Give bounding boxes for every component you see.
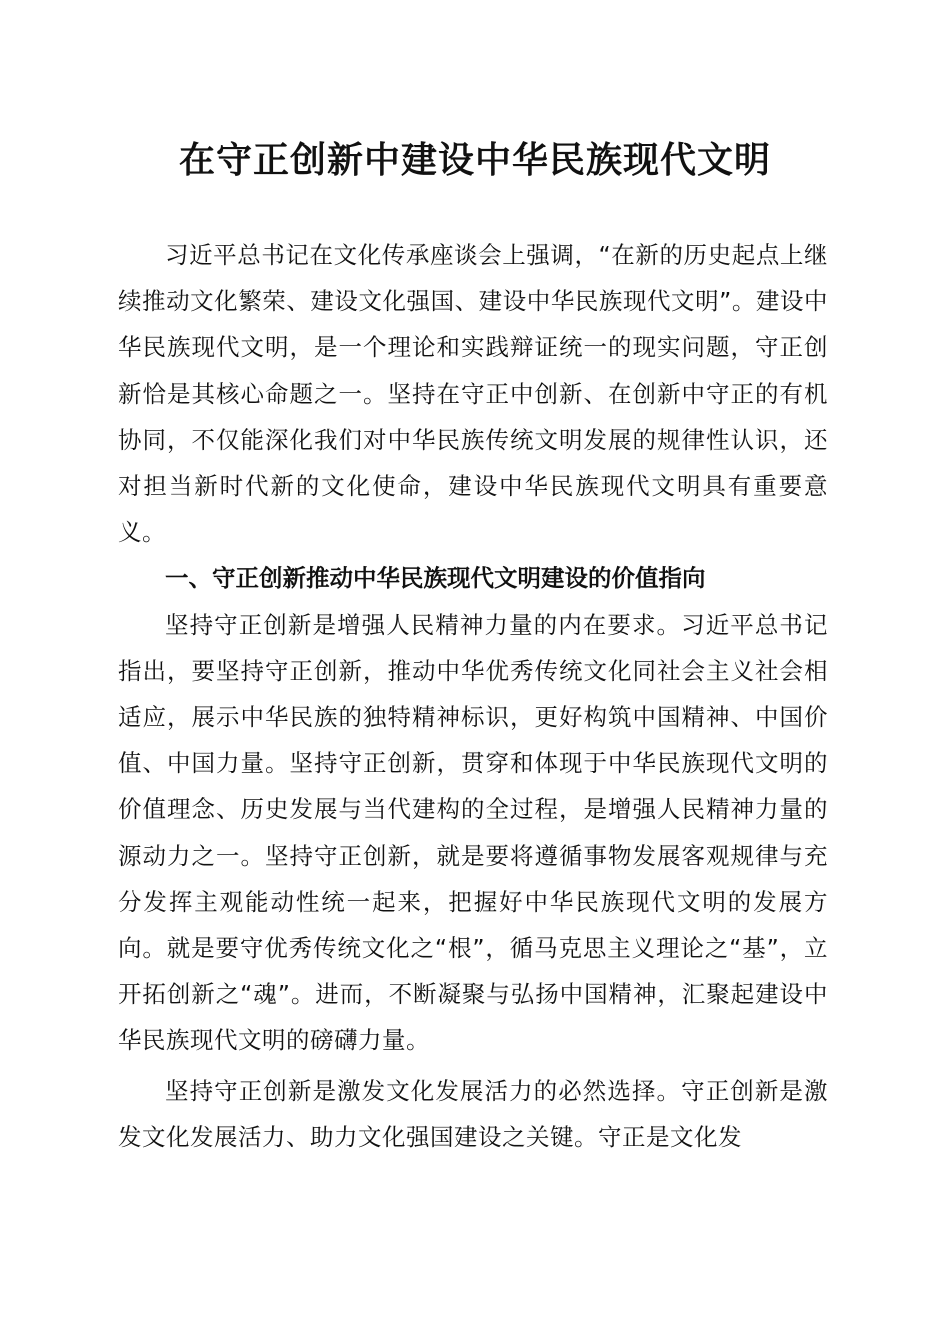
intro-paragraph: 习近平总书记在文化传承座谈会上强调，“在新的历史起点上继续推动文化繁荣、建设文化强国、建设中华民族现代文明”。建设中华民族现代文明，是一个理论和实践辩证统一的现实问题，守正创新恰是其核心命题之一。坚持在守正中创新、在创新中守正的有机协同，不仅能深化我们对中华民族传统文明发展的规律性认识，还对担当新时代新的文化使命，建设中华民族现代文明具有重要意义。 — [118, 241, 828, 547]
body-paragraph: 坚持守正创新是激发文化发展活力的必然选择。守正创新是激发文化发展活力、助力文化强国建设之关键。守正是文化发 — [118, 1076, 828, 1151]
section-heading: 一、守正创新推动中华民族现代文明建设的价值指向 — [165, 564, 706, 593]
body-paragraph: 坚持守正创新是增强人民精神力量的内在要求。习近平总书记指出，要坚持守正创新，推动中华优秀传统文化同社会主义社会相适应，展示中华民族的独特精神标识，更好构筑中国精神、中国价值、中国力量。坚持守正创新，贯穿和体现于中华民族现代文明的价值理念、历史发展与当代建构的全过程，是增强人民精神力量的源动力之一。坚持守正创新，就是要将遵循事物发展客观规律与充分发挥主观能动性统一起来，把握好中华民族现代文明的发展方向。就是要守优秀传统文化之“根”，循马克思主义理论之“基”，立开拓创新之“魂”。进而，不断凝聚与弘扬中国精神，汇聚起建设中华民族现代文明的磅礴力量。 — [118, 610, 828, 1055]
document-body — [118, 232, 828, 1160]
document-title: 在守正创新中建设中华民族现代文明 — [178, 139, 771, 181]
